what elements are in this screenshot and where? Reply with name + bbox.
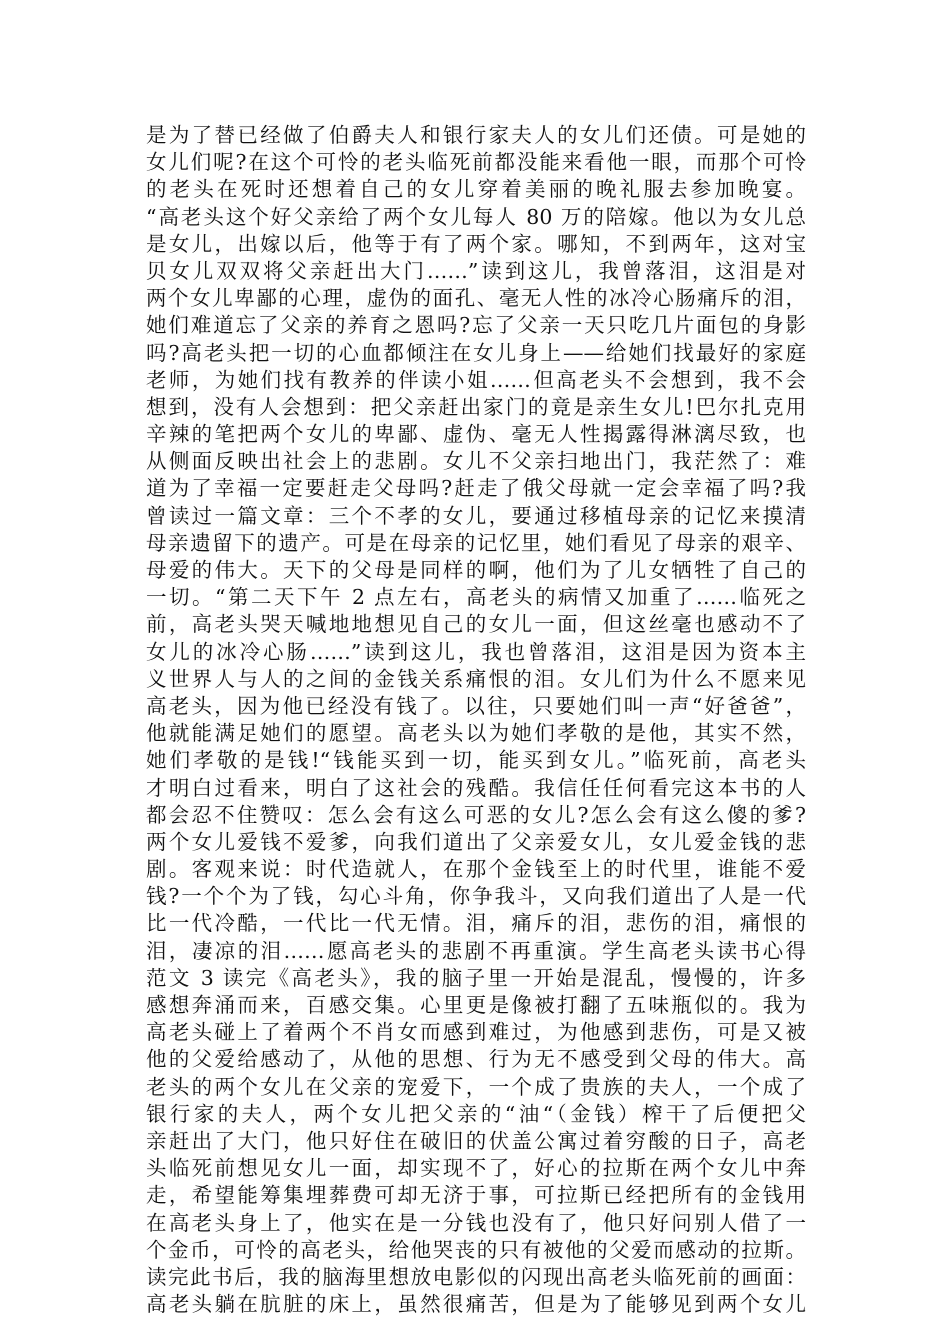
text-line: 高老头躺在肮脏的床上，虽然很痛苦，但是为了能够见到两个女儿: [146, 1292, 806, 1317]
text-line: 女儿的冰冷心肠……”读到这儿，我也曾落泪，这泪是因为资本主: [146, 639, 806, 664]
text-line: 曾读过一篇文章：三个不孝的女儿，要通过移植母亲的记忆来摸清: [146, 503, 806, 528]
text-line: 比一代冷酷，一代比一代无情。泪，痛斥的泪，悲伤的泪，痛恨的: [146, 911, 806, 936]
text-line: 钱?一个个为了钱，勾心斗角，你争我斗，又向我们道出了人是一代: [146, 884, 806, 909]
text-line: 亲赶出了大门，他只好住在破旧的伏盖公寓过着穷酸的日子，高老: [146, 1128, 806, 1153]
text-line: 的老头在死时还想着自己的女儿穿着美丽的晚礼服去参加晚宴。: [146, 177, 806, 202]
text-line: 女儿们呢?在这个可怜的老头临死前都没能来看他一眼，而那个可怜: [146, 150, 806, 175]
text-line: 个金币，可怜的高老头，给他哭丧的只有被他的父爱而感动的拉斯。: [146, 1237, 806, 1262]
text-line: “高老头这个好父亲给了两个女儿每人 80 万的陪嫁。他以为女儿总: [146, 204, 806, 229]
text-line: 银行家的夫人，两个女儿把父亲的“油“（金钱）榨干了后便把父: [146, 1101, 806, 1126]
text-line: 高老头，因为他已经没有钱了。以往，只要她们叫一声“好爸爸”，: [146, 693, 806, 718]
text-line: 高老头碰上了着两个不肖女而感到难过，为他感到悲伤，可是又被: [146, 1020, 806, 1045]
text-line: 老师，为她们找有教养的伴读小姐……但高老头不会想到，我不会: [146, 367, 806, 392]
text-line: 是为了替已经做了伯爵夫人和银行家夫人的女儿们还债。可是她的: [146, 123, 806, 147]
text-line: 她们难道忘了父亲的养育之恩吗?忘了父亲一天只吃几片面包的身影: [146, 313, 806, 338]
text-line: 都会忍不住赞叹：怎么会有这么可恶的女儿?怎么会有这么傻的爹?: [146, 802, 806, 827]
body-text: [146, 122, 806, 1318]
text-line: 走，希望能筹集埋葬费可却无济于事，可拉斯已经把所有的金钱用: [146, 1183, 806, 1208]
text-line: 两个女儿爱钱不爱爹，向我们道出了父亲爱女儿，女儿爱金钱的悲: [146, 829, 806, 854]
text-line: 才明白过看来，明白了这社会的残酷。我信任任何看完这本书的人: [146, 775, 806, 800]
text-line: 想到，没有人会想到：把父亲赶出家门的竟是亲生女儿!巴尔扎克用: [146, 394, 806, 419]
text-line: 前，高老头哭天喊地地想见自己的女儿一面，但这丝毫也感动不了: [146, 612, 806, 637]
text-line: 在高老头身上了，他实在是一分钱也没有了，他只好问别人借了一: [146, 1210, 806, 1235]
text-line: 义世界人与人的之间的金钱关系痛恨的泪。女儿们为什么不愿来见: [146, 666, 806, 691]
text-line: 吗?高老头把一切的心血都倾注在女儿身上——给她们找最好的家庭: [146, 340, 806, 365]
text-line: 母亲遗留下的遗产。可是在母亲的记忆里，她们看见了母亲的艰辛、: [146, 530, 806, 555]
text-line: 读完此书后，我的脑海里想放电影似的闪现出高老头临死前的画面：: [146, 1264, 806, 1289]
text-line: 辛辣的笔把两个女儿的卑鄙、虚伪、毫无人性揭露得淋漓尽致，也: [146, 422, 806, 447]
text-line: 感想奔涌而来，百感交集。心里更是像被打翻了五味瓶似的。我为: [146, 993, 806, 1017]
text-line: 老头的两个女儿在父亲的宠爱下，一个成了贵族的夫人，一个成了: [146, 1074, 806, 1099]
text-line: 一切。“第二天下午 2 点左右，高老头的病情又加重了……临死之: [146, 585, 806, 610]
text-line: 道为了幸福一定要赶走父母吗?赶走了俄父母就一定会幸福了吗?我: [146, 476, 806, 501]
text-line: 从侧面反映出社会上的悲剧。女儿不父亲扫地出门，我茫然了：难: [146, 449, 806, 474]
text-line: 她们孝敬的是钱!“钱能买到一切，能买到女儿。”临死前，高老头: [146, 748, 806, 773]
text-line: 剧。客观来说：时代造就人，在那个金钱至上的时代里，谁能不爱: [146, 857, 806, 882]
text-line: 母爱的伟大。天下的父母是同样的啊，他们为了儿女牺牲了自己的: [146, 558, 806, 582]
text-line: 是女儿，出嫁以后，他等于有了两个家。哪知，不到两年，这对宝: [146, 231, 806, 256]
text-line: 贝女儿双双将父亲赶出大门……”读到这儿，我曾落泪，这泪是对: [146, 258, 806, 283]
text-line: 他的父爱给感动了，从他的思想、行为无不感受到父母的伟大。高: [146, 1047, 806, 1072]
text-line: 两个女儿卑鄙的心理，虚伪的面孔、毫无人性的冰冷心肠痛斥的泪，: [146, 286, 806, 311]
text-line: 范文 3 读完《高老头》，我的脑子里一开始是混乱，慢慢的，许多: [146, 965, 806, 990]
text-line: 他就能满足她们的愿望。高老头以为她们孝敬的是他，其实不然，: [146, 721, 806, 746]
text-line: 泪，凄凉的泪……愿高老头的悲剧不再重演。学生高老头读书心得: [146, 938, 806, 963]
text-line: 头临死前想见女儿一面，却实现不了，好心的拉斯在两个女儿中奔: [146, 1156, 806, 1181]
